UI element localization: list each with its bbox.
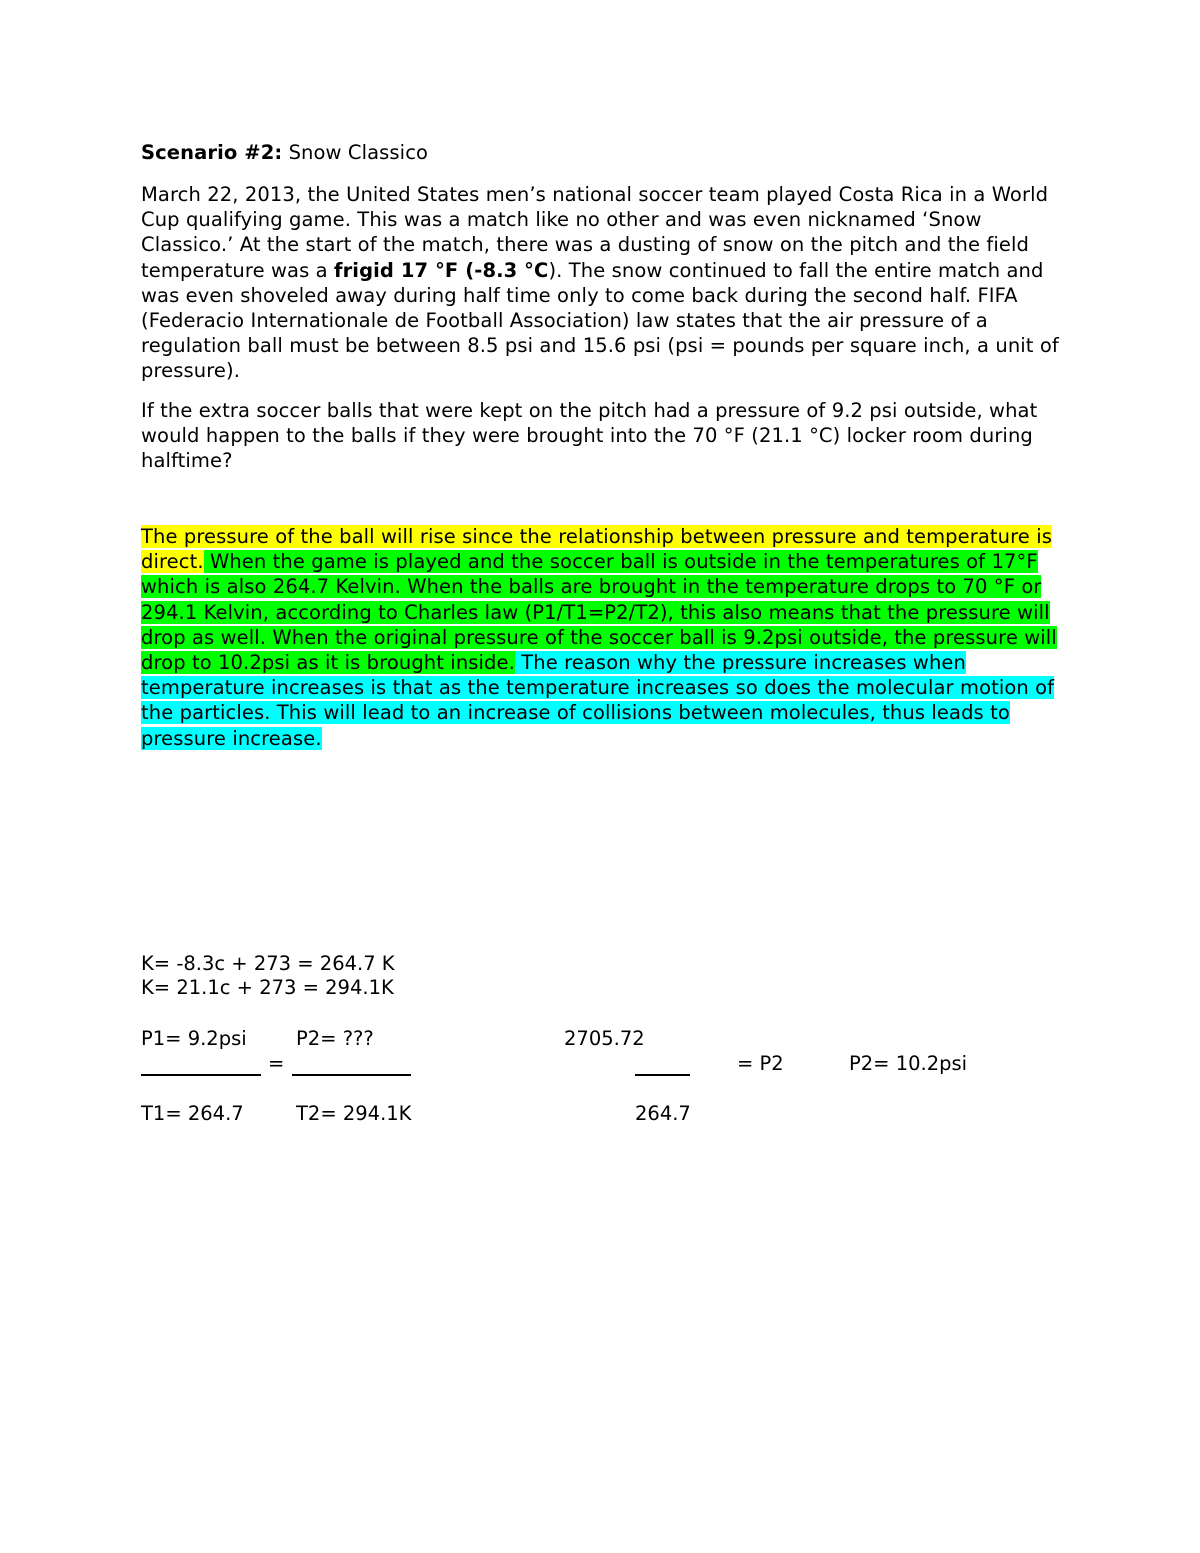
equals-sign: = bbox=[268, 1052, 285, 1075]
scenario-heading bbox=[141, 140, 1071, 165]
answer-green-highlight: When the game is played and the soccer ball is outside in the temperatures of 17°F which is also 264.7 Kelvin. When the balls are brought in the temperature drops to 70 °F or 294.1 Kelvin, according to Charles law (P1/T1=P2/T2), this also means that the pressure will drop as well. When the original pressure of the soccer ball is 9.2psi outside, the pressure will drop to 10.2psi as it is brought inside. bbox=[141, 550, 1057, 675]
answer-cyan-highlight: The reason why the pressure increases when temperature increases is that as the temperature increases so does the molecular motion of the particles. This will lead to an increase of collisions between molecules, thus leads to pressure increase. bbox=[141, 651, 1055, 750]
description-text-2: ). The snow continued to fall the entire match and was even shoveled away during half time only to come back during the second half. FIFA bbox=[141, 258, 1044, 307]
kelvin-conversion-2: K= 21.1c + 273 = 294.1K bbox=[141, 976, 394, 999]
answer-yellow-highlight: The pressure of the ball will rise since the relationship between pressure and temperature is direct. bbox=[141, 525, 1052, 574]
t1-value: T1= 264.7 bbox=[141, 1102, 244, 1125]
scenario-question: If the extra soccer balls that were kept on the pitch had a pressure of 9.2 psi outside, what would happen to the balls if they were brought into the 70 °F (21.1 °C) locker room during halftime? bbox=[141, 399, 1038, 473]
scenario-label: Scenario #2: bbox=[141, 141, 283, 164]
p2-result: P2= 10.2psi bbox=[849, 1052, 968, 1075]
fraction-bar-left bbox=[141, 1074, 261, 1076]
denominator-value: 264.7 bbox=[635, 1102, 691, 1125]
p2-value: P2= ??? bbox=[296, 1027, 374, 1050]
student-answer bbox=[141, 524, 1071, 751]
scenario-description bbox=[141, 182, 1071, 384]
numerator-value: 2705.72 bbox=[564, 1027, 645, 1050]
equals-p2: = P2 bbox=[737, 1052, 784, 1075]
t2-value: T2= 294.1K bbox=[296, 1102, 412, 1125]
description-text-3: (Federacio Internationale de Football Association) law states that the air pressure of a regulation ball must be between 8.5 psi and 15.6 psi (psi = pounds per square inch, a unit of pressure). bbox=[141, 309, 1059, 383]
p1-value: P1= 9.2psi bbox=[141, 1027, 247, 1050]
description-bold-temperature: frigid 17 °F (-8.3 °C bbox=[333, 258, 549, 282]
fraction-bar-right bbox=[292, 1074, 411, 1076]
description-text-1: March 22, 2013, the United States men’s national soccer team played Costa Rica in a World Cup qualifying game. This was a match like no other and was even nicknamed ‘Snow Classico.’ At the start of the match, there was a dusting of snow on the pitch and the field temperature was a bbox=[141, 183, 1049, 282]
scenario-title: Snow Classico bbox=[282, 141, 429, 164]
fraction-bar-result bbox=[635, 1074, 690, 1076]
kelvin-conversion-1: K= -8.3c + 273 = 264.7 K bbox=[141, 952, 395, 975]
